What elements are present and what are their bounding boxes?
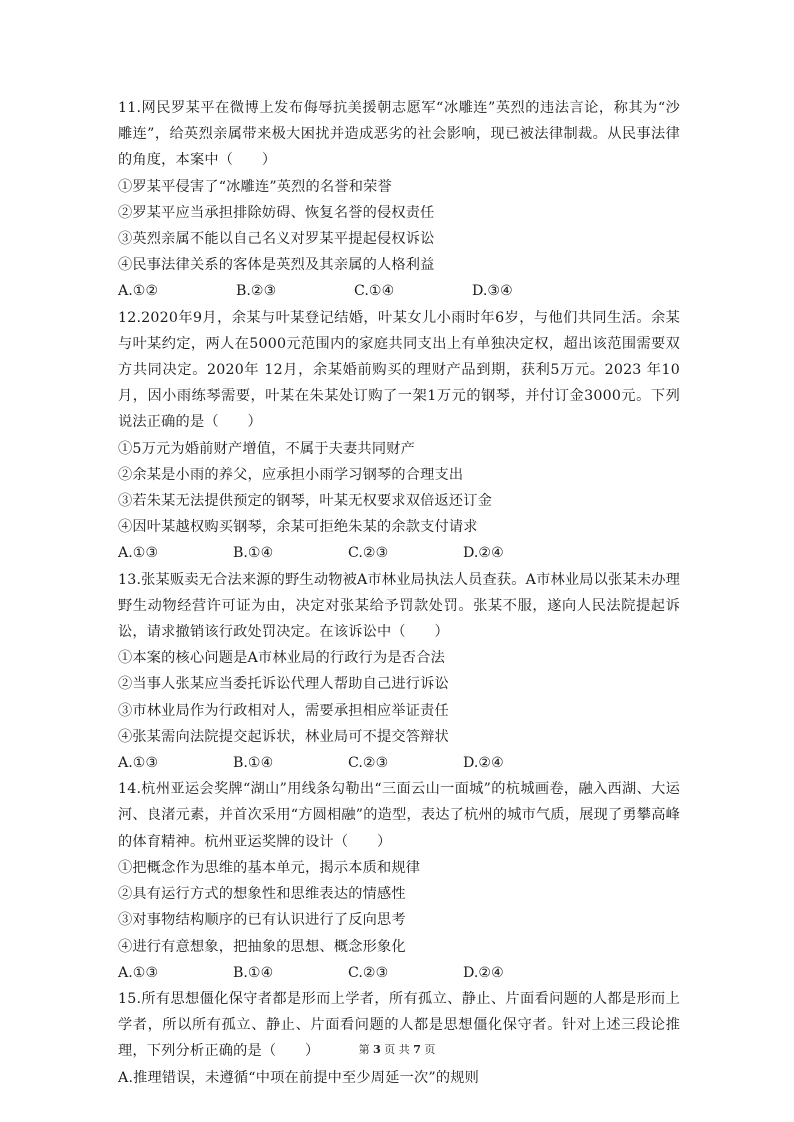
choice-d: D.③④ — [472, 283, 513, 300]
choice-b: B.②③ — [236, 283, 277, 300]
statement-option: ②当事人张某应当委托诉讼代理人帮助自己进行诉讼 — [118, 676, 449, 693]
statement-option: ②余某是小雨的养父，应承担小雨学习钢琴的合理支出 — [118, 466, 464, 483]
page-total: 7 — [413, 1043, 421, 1056]
choice-a: A.①③ — [118, 545, 159, 562]
statement-option: ④因叶某越权购买钢琴，余某可拒绝朱某的余款支付请求 — [118, 519, 478, 536]
question-stem: 12.2020年9月，余某与叶某登记结婚，叶某女儿小雨时年6岁，与他们共同生活。余某与叶某约定，两人在5000元范围内的家庭共同支出上有单独决定权，超出该范围需要双方共同决定。2020年 12月，余某婚前购买的理财产品到期，获利5万元。2023 年10月，因小雨练琴需要，叶某在朱某处订购了一架1万元的钢琴，并付订金3000元。下列说法正确的是（ ） — [118, 309, 680, 431]
question-11 — [118, 95, 680, 305]
choice-b: B.①④ — [233, 545, 274, 562]
statement-option: ④张某需向法院提交起诉状，林业局可不提交答辩状 — [118, 728, 449, 745]
statement-option: ④进行有意想象，把抽象的思想、概念形象化 — [118, 938, 406, 955]
statement-option: ③若朱某无法提供预定的钢琴，叶某无权要求双倍返还订金 — [118, 493, 493, 510]
answer-choices — [118, 540, 680, 566]
footer-middle: 页 共 — [384, 1043, 410, 1056]
footer-prefix: 第 — [358, 1043, 370, 1056]
answer-choices — [118, 960, 680, 986]
answer-choices — [118, 278, 680, 304]
footer-suffix: 页 — [424, 1043, 436, 1056]
choice-b: B.①④ — [233, 964, 274, 981]
choice-a: A.①③ — [118, 755, 159, 772]
question-stem: 13.张某贩卖无合法来源的野生动物被A市林业局执法人员查获。A市林业局以张某未办理野生动物经营许可证为由，决定对张某给予罚款处罚。张某不服，遂向人民法院提起诉讼，请求撤销该行政处罚决定。在该诉讼中（ ） — [118, 571, 681, 641]
choice-b: B.①④ — [233, 755, 274, 772]
choice-c: C.②③ — [348, 964, 389, 981]
question-stem: 11.网民罗某平在微博上发布侮辱抗美援朝志愿军“冰雕连”英烈的违法言论，称其为“沙雕连”，给英烈亲属带来极大困扰并造成恶劣的社会影响，现已被法律制裁。从民事法律的角度，本案中（ ） — [118, 100, 680, 169]
statement-option: ③英烈亲属不能以自己名义对罗某平提起侵权诉讼 — [118, 231, 435, 248]
question-stem: 15.所有思想僵化保守者都是形而上学者，所有孤立、静止、片面看问题的人都是形而上学者，所以所有孤立、静止、片面看问题的人都是思想僵化保守者。针对上述三段论推理，下列分析正确的是（ ） — [118, 990, 680, 1060]
question-12 — [118, 305, 680, 567]
page-footer — [0, 1041, 794, 1057]
statement-option: ①本案的核心问题是A市林业局的行政行为是否合法 — [118, 650, 445, 667]
choice-a: A.①② — [118, 283, 159, 300]
statement-option: ③对事物结构顺序的已有认识进行了反向思考 — [118, 912, 406, 929]
statement-option: ①罗某平侵害了“冰雕连”英烈的名誉和荣誉 — [118, 178, 392, 195]
question-15 — [118, 986, 680, 1091]
choice-c: C.②③ — [348, 755, 389, 772]
question-13 — [118, 567, 680, 777]
statement-option: ③市林业局作为行政相对人，需要承担相应举证责任 — [118, 702, 449, 719]
statement-option: ①5万元为婚前财产增值，不属于夫妻共同财产 — [118, 440, 415, 457]
statement-option: ①把概念作为思维的基本单元，揭示本质和规律 — [118, 859, 421, 876]
answer-choices — [118, 750, 680, 776]
choice-d: D.②④ — [463, 755, 504, 772]
choice-d: D.②④ — [463, 964, 504, 981]
choice-d: D.②④ — [463, 545, 504, 562]
page-number: 3 — [373, 1043, 381, 1056]
question-stem: 14.杭州亚运会奖牌“湖山”用线条勾勒出“三面云山一面城”的杭城画卷，融入西湖、大运河、良渚元素，并首次采用“方圆相融”的造型，表达了杭州的城市气质，展现了勇攀高峰的体育精神。杭州亚运奖牌的设计（ ） — [118, 781, 680, 850]
statement-option: ④民事法律关系的客体是英烈及其亲属的人格利益 — [118, 257, 435, 274]
choice-a: A.①③ — [118, 964, 159, 981]
question-list — [118, 95, 680, 1091]
statement-option: ②具有运行方式的想象性和思维表达的情感性 — [118, 886, 406, 903]
question-14 — [118, 776, 680, 986]
choice-c: C.②③ — [348, 545, 389, 562]
statement-option: ②罗某平应当承担排除妨碍、恢复名誉的侵权责任 — [118, 204, 435, 221]
answer-option-a: A.推理错误，未遵循“中项在前提中至少周延一次”的规则 — [118, 1069, 479, 1086]
choice-c: C.①④ — [354, 283, 395, 300]
